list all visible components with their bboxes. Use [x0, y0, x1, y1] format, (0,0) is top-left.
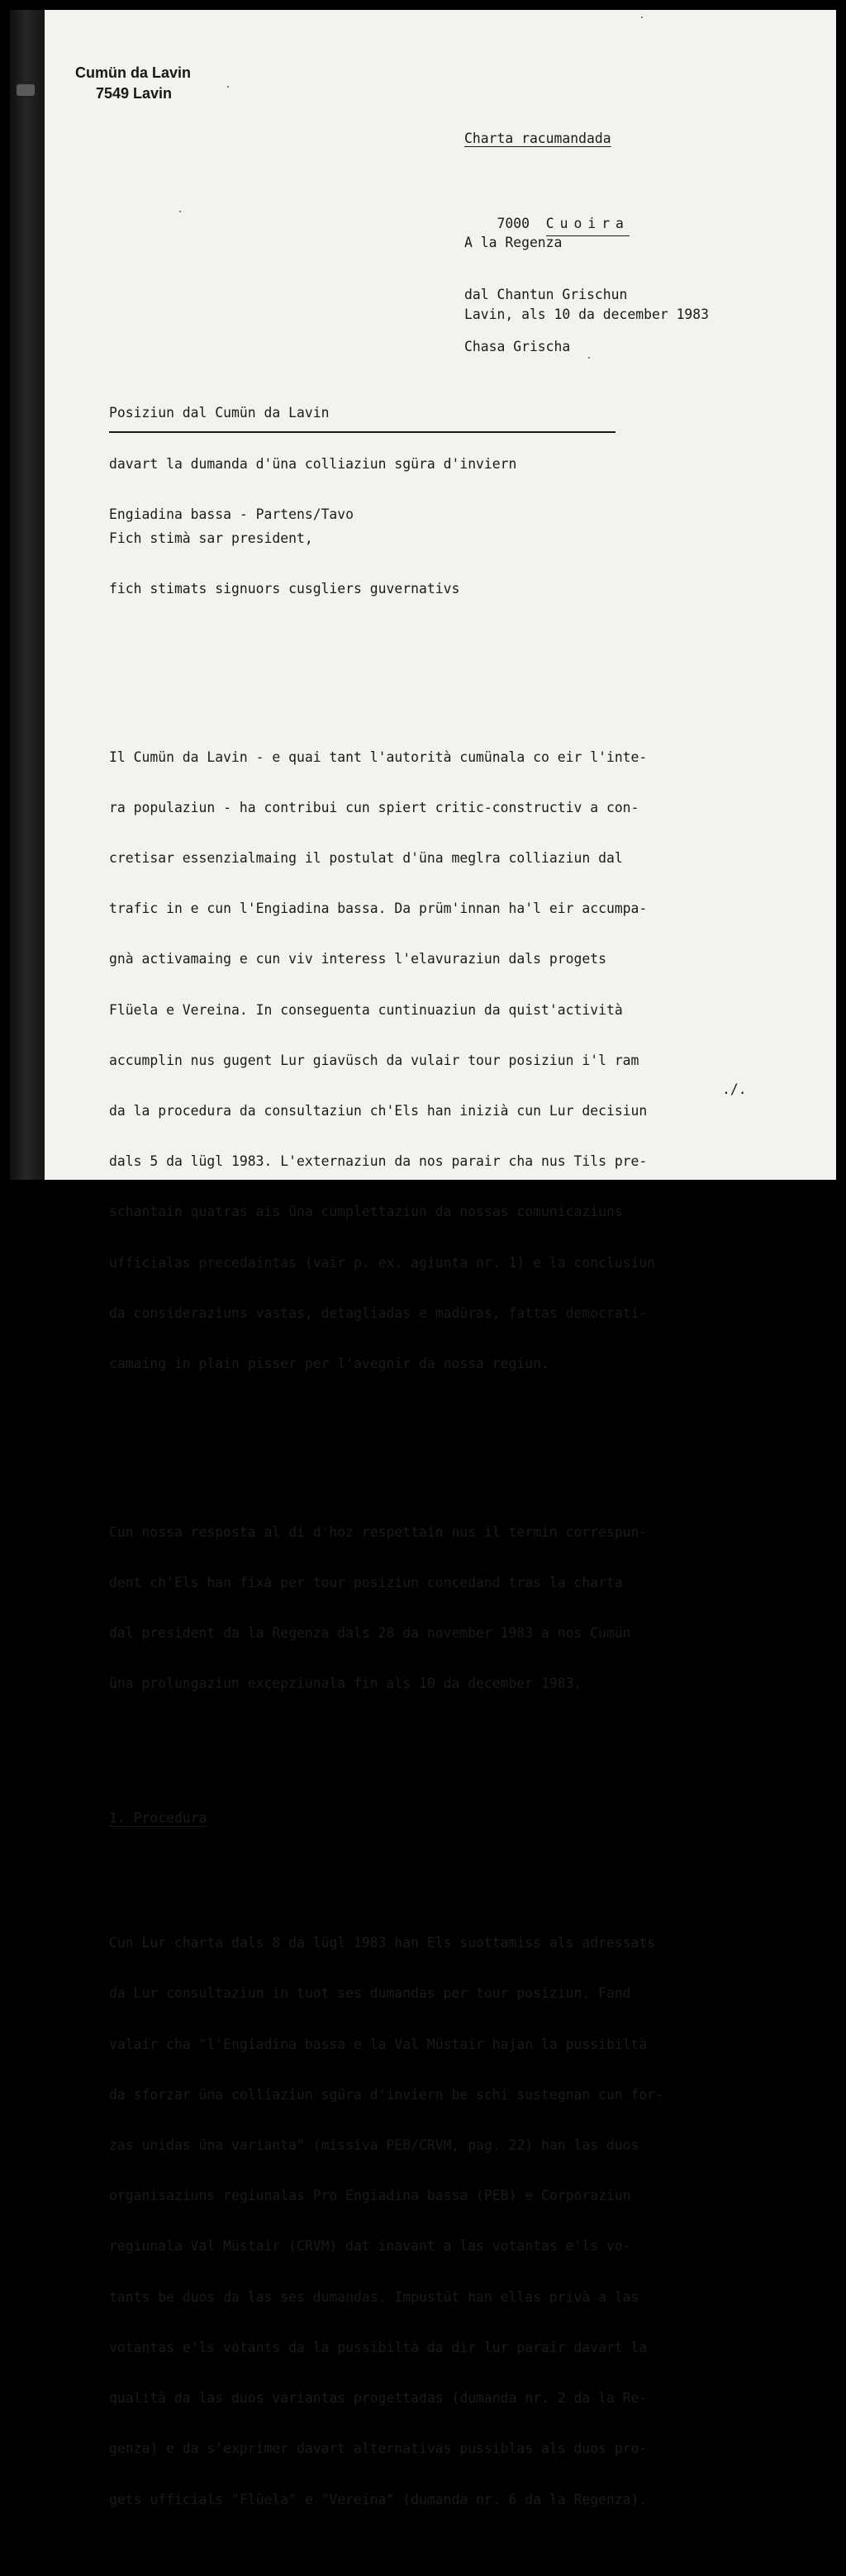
paragraph-line: Cun nossa resposta al di d'hoz respettain nus il termin correspun-: [109, 1523, 648, 1540]
salutation: [109, 497, 811, 631]
paragraph-line: gnà activamaing e cun viv interess l'elavuraziun dals progets: [109, 951, 606, 967]
letter-page: [10, 10, 836, 2507]
paragraph-1: [109, 715, 811, 1407]
paragraph-line: ufficialas precedaintas (vair p. ex. agiunta nr. 1) e la conclusiun: [109, 1254, 656, 1271]
subject-line-2: davart la dumanda d'üna colliaziun sgüra d'inviern: [109, 455, 517, 472]
paragraph-line: ra populaziun - ha contribui cun spiert critic-constructiv a con-: [109, 799, 639, 815]
binding-strip: [10, 10, 45, 1180]
paragraph-line: dent ch'Els han fixà per tour posiziun concedand tras la charta: [109, 1575, 623, 1590]
paragraph-line: Flüela e Vereina. In conseguenta cuntinuaziun da quist'actività: [109, 1001, 623, 1018]
recipient-line-2: dal Chantun Grischun: [464, 287, 628, 302]
paragraph-2: [109, 1490, 811, 1727]
paragraph-line: trafic in e cun l'Engiadina bassa. Da prüm'innan ha'l eir accumpa-: [109, 901, 648, 917]
paragraph-line: genza) e da s'exprimer davart alternativas pussiblas als duos pro-: [109, 2441, 648, 2457]
subject-rule: [109, 431, 615, 433]
paragraph-line: camaing in plain pisser per l'avegnir da nossa regiun.: [109, 1356, 549, 1372]
letterhead-line-2: 7549 Lavin: [96, 85, 173, 102]
paragraph-line: tants be duos da las ses dumandas. Impustüt han ellas privà a las: [109, 2288, 639, 2305]
paragraph-line: cretisar essenzialmaing il postulat d'üna meglra colliaziun dal: [109, 849, 623, 866]
paragraph-line: Il Cumün da Lavin - e quai tant l'autorità cumünala co eir l'inte-: [109, 749, 648, 765]
recipient-line-1: A la Regenza: [464, 235, 563, 250]
subject-line-3: Engiadina bassa - Partens/Tavo: [109, 506, 354, 522]
postal-line: [464, 197, 630, 254]
paragraph-line: valair cha "l'Engiadina bassa e la Val Müstair hajan la pussibiltà: [109, 2036, 648, 2052]
subject-line-1: Posiziun dal Cumün da Lavin: [109, 405, 330, 421]
paragraph-line: schantain quatras ais üna cumplettaziun da nossas comunicaziuns: [109, 1204, 623, 1220]
paragraph-line: Cun Lur charta dals 8 da lügl 1983 han Els suottamiss als adressats: [109, 1935, 656, 1951]
staple-mark: [17, 84, 35, 96]
letter-date: Lavin, als 10 da december 1983: [464, 307, 710, 322]
paragraph-line: dal president da la Regenza dals 28 da november 1983 a nos Cumün: [109, 1625, 631, 1642]
salutation-line-2: fich stimats signuors cusgliers guvernativs: [109, 580, 460, 596]
continuation-mark: ./.: [722, 1081, 747, 1097]
speck: [179, 211, 181, 212]
postcode: 7000: [497, 216, 530, 231]
delivery-type: Charta racumandada: [464, 131, 611, 146]
paragraph-line: dals 5 da lügl 1983. L'externaziun da nos parair cha nus Tils pre-: [109, 1153, 648, 1170]
speck: [227, 86, 229, 88]
speck: [641, 17, 643, 18]
salutation-line-1: Fich stimà sar president,: [109, 530, 313, 546]
paragraph-line: gets ufficials "Flüela" e "Vereina" (dumanda nr. 6 da la Regenza).: [109, 2491, 648, 2507]
paragraph-line: da sforzar üna colliaziun sgüra d'inviern be schi sustegnan cun for-: [109, 2086, 664, 2103]
letter-body: [109, 463, 811, 2576]
letterhead: [75, 63, 191, 104]
paragraph-line: accumplin nus gugent Lur giavüsch da vulair tour posiziun i'l ram: [109, 1052, 639, 1068]
section-heading: [109, 1810, 811, 1827]
recipient-line-3: Chasa Grischa: [464, 339, 571, 354]
city: Cuoira: [546, 215, 630, 236]
paragraph-line: zas unidas üna varianta" (missiva PEB/CRVM, pag. 22) han las duos: [109, 2137, 639, 2153]
paragraph-3: [109, 1901, 811, 2541]
paragraph-line: da consideraziuns vastas, detagliadas e madüras, fattas democrati-: [109, 1305, 648, 1321]
paragraph-line: organisaziuns regiunalas Pro Engiadina bassa (PEB) e Corporaziun: [109, 2188, 631, 2204]
paragraph-line: votantas e'ls votants da la pussibiltà da dir lur parair davart la: [109, 2339, 648, 2355]
letterhead-line-1: Cumün da Lavin: [75, 64, 192, 81]
paragraph-line: üna prolungaziun excepziunala fin als 10 da december 1983.: [109, 1675, 582, 1692]
paragraph-line: regiunala Val Müstair (CRVM) dat inavant a las votantas e'ls vo-: [109, 2238, 631, 2255]
section-1-heading: 1. Procedura: [109, 1810, 207, 1827]
paragraph-line: qualità da las duos variantas progettadas (dumanda nr. 2 da la Re-: [109, 2390, 648, 2407]
paragraph-line: da la procedura da consultaziun ch'Els han inizià cun Lur decisiun: [109, 1103, 648, 1119]
paragraph-line: da Lur consultaziun in tuot ses dumandas per tour posiziun. Fand: [109, 1985, 631, 2002]
